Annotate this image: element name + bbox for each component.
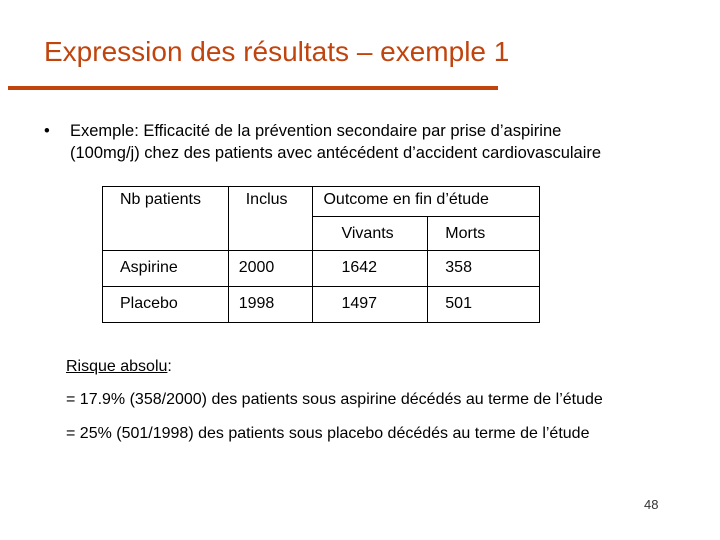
row-group-label: Aspirine	[120, 259, 178, 276]
table-cell	[428, 251, 540, 287]
table-header-row	[103, 187, 540, 217]
note-heading-colon: :	[167, 358, 172, 375]
table-cell	[313, 287, 428, 323]
row-included-value: 1998	[238, 295, 275, 312]
bullet-text-line-1: Exemple: Efficacité de la prévention secondaire par prise d’aspirine	[70, 122, 562, 140]
bullet-text	[70, 120, 716, 164]
header-group: Nb patients	[120, 191, 201, 208]
header-group-cell	[103, 187, 229, 251]
header-alive-cell	[313, 217, 428, 251]
table-row	[103, 287, 540, 323]
note-line-placebo: = 25% (501/1998) des patients sous placebo décédés au terme de l’étude	[66, 425, 590, 442]
header-included-cell	[228, 187, 313, 251]
title-underline	[8, 86, 498, 90]
row-alive-value: 1497	[341, 295, 378, 312]
note-heading-line	[66, 357, 172, 377]
table-cell	[228, 251, 313, 287]
row-included-value: 2000	[238, 259, 275, 276]
bullet-marker: •	[44, 122, 50, 140]
table-cell	[103, 251, 229, 287]
header-included: Inclus	[245, 191, 288, 208]
header-dead: Morts	[445, 225, 486, 242]
header-outcome: Outcome en fin d’étude	[323, 191, 489, 208]
row-group-label: Placebo	[120, 295, 178, 312]
header-outcome-cell	[313, 187, 540, 217]
table-cell	[428, 287, 540, 323]
header-dead-cell	[428, 217, 540, 251]
outcome-table	[102, 186, 540, 323]
row-alive-value: 1642	[341, 259, 378, 276]
row-dead-value: 501	[445, 295, 472, 312]
note-heading: Risque absolu	[66, 358, 168, 375]
header-alive: Vivants	[341, 225, 394, 242]
table-cell	[228, 287, 313, 323]
bullet-text-line-2: (100mg/j) chez des patients avec antécédent d’accident cardiovasculaire	[70, 144, 602, 162]
table-cell	[103, 287, 229, 323]
note-line-aspirin: = 17.9% (358/2000) des patients sous aspirine décédés au terme de l’étude	[66, 391, 603, 408]
slide-title: Expression des résultats – exemple 1	[44, 36, 510, 67]
table-row	[103, 251, 540, 287]
page-number: 48	[644, 497, 659, 512]
table-cell	[313, 251, 428, 287]
row-dead-value: 358	[445, 259, 472, 276]
